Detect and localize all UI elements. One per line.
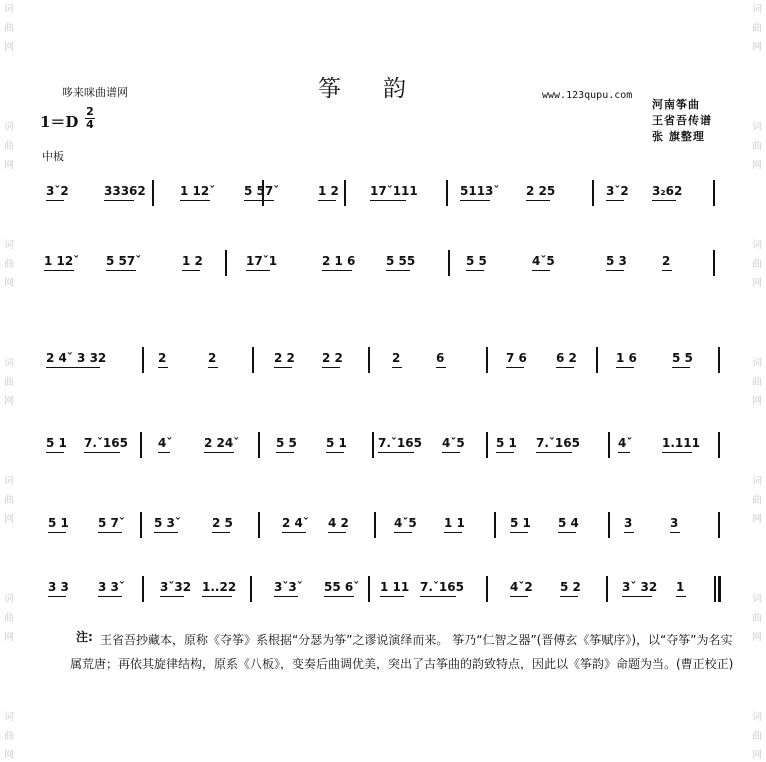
watermark-glyph: 网 [4,396,14,407]
beam-line [154,532,178,533]
beam-line [496,452,514,453]
beam-line [322,367,340,368]
beam-line [208,367,218,368]
beam-line [328,532,346,533]
note-group: 7.ˇ165 [536,436,580,450]
note-group: 33362 [104,184,146,198]
watermark-glyph: 词 [4,476,14,487]
beam-line [558,532,576,533]
note-group: 5 1 [510,516,531,530]
note-group: 3₂62 [652,184,683,198]
watermark-glyph: 词 [752,240,762,251]
beam-line [536,452,572,453]
beam-line [510,532,528,533]
beam-line [676,596,686,597]
beam-line [322,270,352,271]
note-group: 7 6 [506,351,527,365]
time-signature [85,106,95,131]
note-group: 5 1 [46,436,67,450]
note-group: 5 3ˇ [154,516,181,530]
bar-line [250,576,252,602]
page-title: 筝韵 [318,76,448,102]
beam-line [444,532,462,533]
beam-line [84,452,120,453]
watermark-glyph: 曲 [752,377,762,388]
note-group: 2 1 6 [322,254,356,268]
note-group: 1 2 [318,184,339,198]
watermark-glyph: 词 [752,4,762,15]
bar-line [258,512,260,538]
beam-line [98,596,122,597]
note-group: 2 [662,254,671,268]
note-group: 5 1 [326,436,347,450]
note-group: 4 2 [328,516,349,530]
beam-line [324,596,354,597]
note-group: 3 [670,516,679,530]
bar-line [448,250,450,276]
watermark-glyph: 词 [4,594,14,605]
beam-line [182,270,200,271]
note-group: 2 24ˇ [204,436,240,450]
bar-line [486,432,488,458]
beam-line [46,452,64,453]
watermark-glyph: 曲 [752,141,762,152]
annotation-note [70,628,740,676]
bar-line [714,576,716,602]
meter-bottom: 4 [86,118,94,131]
beam-line [606,270,624,271]
bar-line [718,432,720,458]
beam-line [370,200,406,201]
note-group: 5 5 [466,254,487,268]
watermark-glyph: 曲 [4,377,14,388]
note-group: 3 3ˇ [98,580,125,594]
row-4 [0,432,766,468]
beam-line [442,452,460,453]
credit-arranger: 张 旗整理 [652,130,705,143]
beam-line [618,452,630,453]
note-group: 55 6ˇ [324,580,360,594]
watermark-glyph: 网 [4,160,14,171]
note-group: 4ˇ5 [532,254,555,268]
watermark-glyph: 曲 [4,731,14,742]
watermark-glyph: 曲 [4,23,14,34]
beam-line [160,596,184,597]
bar-line [142,347,144,373]
note-group: 5 1 [48,516,69,530]
beam-line [652,200,676,201]
note-group: 7.ˇ165 [378,436,422,450]
note-group: 1..22 [202,580,237,594]
beam-line [274,596,298,597]
beam-line [622,596,652,597]
note-group: 3ˇ3ˇ [274,580,303,594]
note-group: 3ˇ32 [160,580,192,594]
watermark-glyph: 词 [4,358,14,369]
beam-line [46,367,100,368]
site-name-left: 哆来咪曲谱网 [62,86,128,99]
watermark-glyph: 曲 [752,613,762,624]
bar-line [718,347,720,373]
watermark-glyph: 词 [4,240,14,251]
bar-line [152,180,154,206]
note-group: 2 5 [212,516,233,530]
note-group: 2 4ˇ 3 32 [46,351,107,365]
watermark-glyph: 词 [752,122,762,133]
note-group: 6 2 [556,351,577,365]
final-bar-line [718,576,721,602]
note-group: 3ˇ2 [606,184,629,198]
note-group: 5 5 [672,351,693,365]
note-group: 2 25 [526,184,556,198]
watermark-glyph: 网 [752,278,762,289]
note-group: 5 3 [606,254,627,268]
beam-line [276,452,294,453]
watermark-glyph: 网 [4,750,14,761]
watermark-glyph: 网 [752,42,762,53]
beam-line [318,200,336,201]
bar-line [368,576,370,602]
beam-line [104,200,134,201]
note-group: 3 3 [48,580,69,594]
beam-line [44,270,74,271]
note-group: 5 57ˇ [106,254,142,268]
watermark-glyph: 曲 [752,495,762,506]
note-group: 3ˇ 32 [622,580,658,594]
note-group: 3ˇ2 [46,184,69,198]
bar-line [486,576,488,602]
beam-line [158,367,168,368]
bar-line [608,432,610,458]
watermark-glyph: 曲 [752,23,762,34]
note-group: 5113ˇ [460,184,500,198]
tempo-marking: 中板 [42,150,64,163]
beam-line [46,200,64,201]
beam-line [460,200,490,201]
note-group: 5 4 [558,516,579,530]
note-group: 1 12ˇ [44,254,80,268]
note-group: 4ˇ5 [442,436,465,450]
watermark-glyph: 词 [4,4,14,15]
note-group: 4ˇ5 [394,516,417,530]
bar-line [252,347,254,373]
note-group: 17ˇ1 [246,254,278,268]
watermark-glyph: 词 [752,712,762,723]
beam-line [180,200,210,201]
bar-line [606,576,608,602]
beam-line [506,367,524,368]
note-group: 6 [436,351,445,365]
beam-line [672,367,690,368]
note-group: 2 [158,351,167,365]
annotation-text: 王省吾抄藏本，原称《夺筝》系根据“分瑟为筝”之谬说演绎而来。 筝乃“仁智之器”(晋傅玄《筝赋序》)，以“夺筝”为名实属荒唐；再依其旋律结构，原系《八板》，变奏后曲调优美，突出了古筝曲的韵致特点，因此以《筝韵》命题为当。(曹正校正) [70,633,734,671]
beam-line [282,532,306,533]
meter-top: 2 [86,105,94,118]
beam-line [560,596,578,597]
bar-line [142,576,144,602]
beam-line [436,367,446,368]
bar-line [596,347,598,373]
beam-line [98,532,122,533]
watermark-glyph: 曲 [4,613,14,624]
watermark-glyph: 网 [4,42,14,53]
watermark-glyph: 词 [4,712,14,723]
beam-line [420,596,456,597]
bar-line [446,180,448,206]
row-5 [0,512,766,548]
note-group: 5 7ˇ [98,516,125,530]
bar-line [374,512,376,538]
beam-line [158,452,170,453]
watermark-glyph: 网 [4,514,14,525]
bar-line [368,347,370,373]
note-group: 1 1 [444,516,465,530]
beam-line [386,270,410,271]
beam-line [202,596,232,597]
bar-line [344,180,346,206]
note-group: 5 1 [496,436,517,450]
beam-line [378,452,414,453]
beam-line [532,270,550,271]
beam-line [380,596,404,597]
beam-line [274,367,292,368]
bar-line [140,432,142,458]
beam-line [662,452,692,453]
watermark-glyph: 网 [752,632,762,643]
bar-line [494,512,496,538]
note-label: 注: [76,630,93,644]
beam-line [246,270,270,271]
bar-line [718,512,720,538]
watermark-glyph: 网 [752,160,762,171]
beam-line [394,532,412,533]
note-group: 4ˇ2 [510,580,533,594]
watermark-glyph: 词 [4,122,14,133]
note-group: 2 [392,351,401,365]
note-group: 7.ˇ165 [84,436,128,450]
row-3 [0,347,766,383]
beam-line [606,200,624,201]
beam-line [526,200,550,201]
watermark-glyph: 网 [4,278,14,289]
row-1 [0,180,766,216]
beam-line [212,532,230,533]
watermark-glyph: 曲 [4,141,14,152]
beam-line [662,270,672,271]
beam-line [510,596,528,597]
note-group: 17ˇ111 [370,184,418,198]
credit-transmitter: 王省吾传谱 [652,114,712,127]
beam-line [204,452,234,453]
watermark-glyph: 网 [752,396,762,407]
watermark-glyph: 词 [752,476,762,487]
note-group: 4ˇ [158,436,173,450]
beam-line [106,270,136,271]
note-group: 5 55 [386,254,416,268]
beam-line [624,532,634,533]
note-group: 7.ˇ165 [420,580,464,594]
watermark-glyph: 网 [752,514,762,525]
note-group: 1 11 [380,580,410,594]
note-group: 1 12ˇ [180,184,216,198]
bar-line [486,347,488,373]
beam-line [244,200,274,201]
note-group: 5 5 [276,436,297,450]
note-group: 2 4ˇ [282,516,309,530]
beam-line [556,367,574,368]
beam-line [48,532,66,533]
beam-line [326,452,344,453]
bar-line [225,250,227,276]
note-group: 4ˇ [618,436,633,450]
bar-line [372,432,374,458]
note-group: 1 6 [616,351,637,365]
bar-line [140,512,142,538]
watermark-glyph: 网 [4,632,14,643]
bar-line [713,180,715,206]
bar-line [258,432,260,458]
note-group: 1 [676,580,685,594]
site-url: www.123qupu.com [542,90,633,101]
beam-line [392,367,402,368]
watermark-glyph: 曲 [4,495,14,506]
note-group: 1 2 [182,254,203,268]
note-group: 2 [208,351,217,365]
bar-line [713,250,715,276]
key-signature: 1＝D [40,113,79,131]
watermark-glyph: 词 [752,358,762,369]
watermark-glyph: 网 [752,750,762,761]
note-group: 1.111 [662,436,700,450]
note-group: 5 57ˇ [244,184,280,198]
beam-line [670,532,680,533]
beam-line [616,367,634,368]
note-group: 2 2 [322,351,343,365]
note-group: 5 2 [560,580,581,594]
watermark-glyph: 曲 [752,731,762,742]
watermark-glyph: 曲 [4,259,14,270]
bar-line [592,180,594,206]
watermark-glyph: 词 [752,594,762,605]
beam-line [48,596,66,597]
watermark-glyph: 曲 [752,259,762,270]
credit-origin: 河南筝曲 [652,98,700,111]
note-group: 2 2 [274,351,295,365]
note-group: 3 [624,516,633,530]
beam-line [466,270,484,271]
row-6 [0,576,766,612]
row-2 [0,250,766,286]
bar-line [608,512,610,538]
